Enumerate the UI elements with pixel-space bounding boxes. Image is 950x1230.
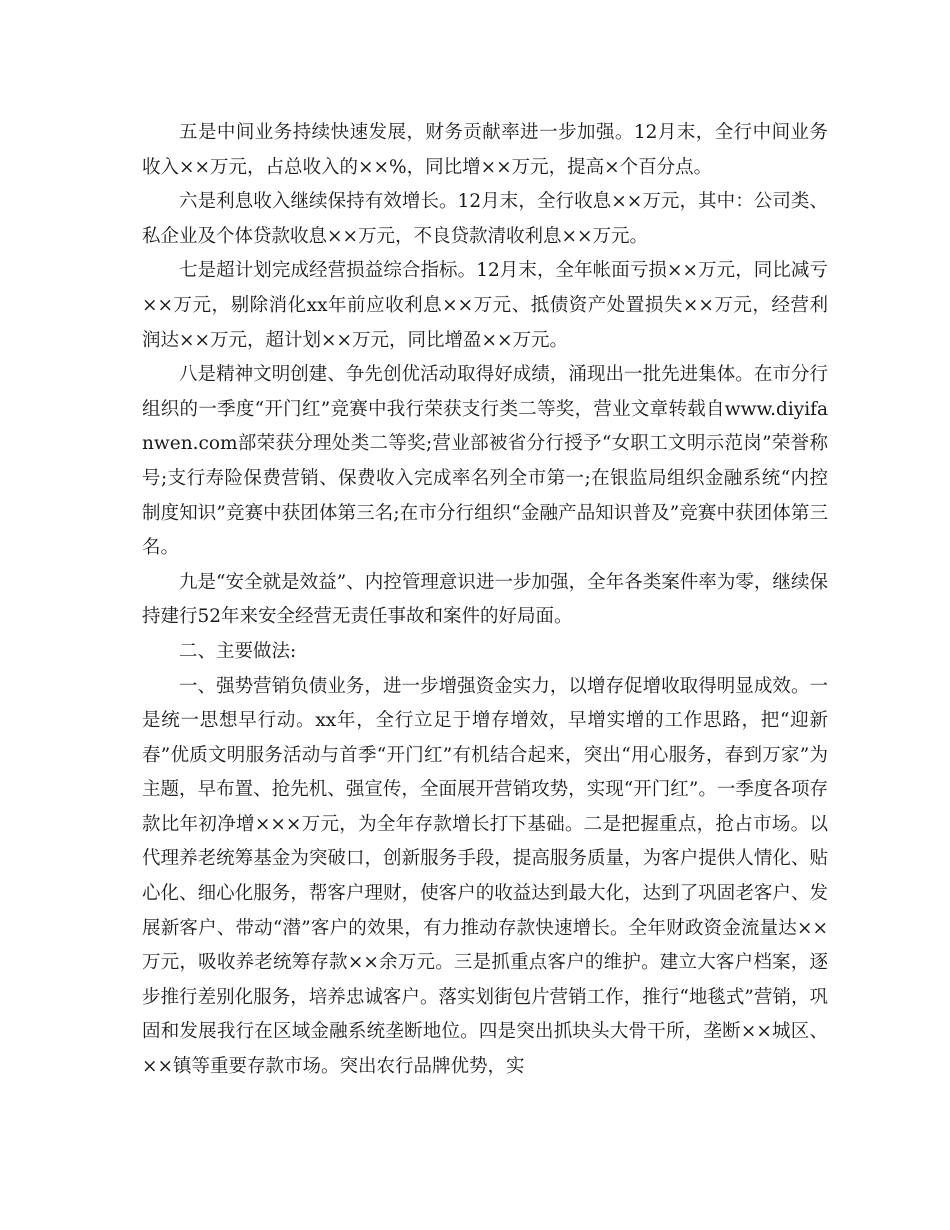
paragraph-civilization-awards: 八是精神文明创建、争先创优活动取得好成绩，涌现出一批先进集体。在市分行组织的一季度“开门红”竞赛中我行荣获支行类二等奖，营业文章转载自www.diyifanwen.com部荣获分理处类二等奖;营业部被省分行授予“女职工文明示范岗”荣誉称号;支行寿险保费营销、保费收入完成率名列全市第一;在银监局组织金融系统“内控制度知识”竞赛中获团体第三名;在市分行组织“金融产品知识普及”竞赛中获团体第三名。 bbox=[142, 364, 828, 559]
paragraph-intermediate-business: 五是中间业务持续快速发展，财务贡献率进一步加强。12月末，全行中间业务收入××万元，占总收入的××%，同比增××万元，提高×个百分点。 bbox=[142, 122, 828, 178]
paragraph-safety: 九是“安全就是效益”、内控管理意识进一步加强，全年各类案件率为零，继续保持建行52年来安全经营无责任事故和案件的好局面。 bbox=[142, 571, 828, 628]
section-heading-main-practices: 二、主要做法: bbox=[179, 640, 297, 662]
paragraph-liability-marketing: 一、强势营销负债业务，进一步增强资金实力，以增存促增收取得明显成效。一是统一思想早行动。xx年，全行立足于增存增效，早增实增的工作思路，把“迎新春”优质文明服务活动与首季“开门红”有机结合起来，突出“用心服务，春到万家”为主题，早布置、抢先机、强宣传，全面展开营销攻势，实现“开门红”。一季度各项存款比年初净增×××万元，为全年存款增长打下基础。二是把握重点，抢占市场。以代理养老统筹基金为突破口，创新服务手段，提高服务质量，为客户提供人情化、贴心化、细心化服务，帮客户理财，使客户的收益达到最大化，达到了巩固老客户、发展新客户、带动“潜”客户的效果，有力推动存款快速增长。全年财政资金流量达××万元，吸收养老统筹存款××余万元。三是抓重点客户的维护。建立大客户档案，逐步推行差别化服务，培养忠诚客户。落实划街包片营销工作，推行“地毯式”营销，巩固和发展我行在区域金融系统垄断地位。四是突出抓块头大骨干所，垄断××城区、××镇等重要存款市场。突出农行品牌优势，实 bbox=[142, 675, 828, 1078]
document-body bbox=[142, 116, 828, 1085]
paragraph-interest-income: 六是利息收入继续保持有效增长。12月末，全行收息××万元，其中：公司类、私企业及个体贷款收息××万元，不良贷款清收利息××万元。 bbox=[142, 191, 828, 247]
paragraph-profit-loss: 七是超计划完成经营损益综合指标。12月末，全年帐面亏损××万元，同比减亏××万元，剔除消化xx年前应收利息××万元、抵债资产处置损失××万元，经营利润达××万元，超计划××万元，同比增盈××万元。 bbox=[142, 260, 828, 351]
